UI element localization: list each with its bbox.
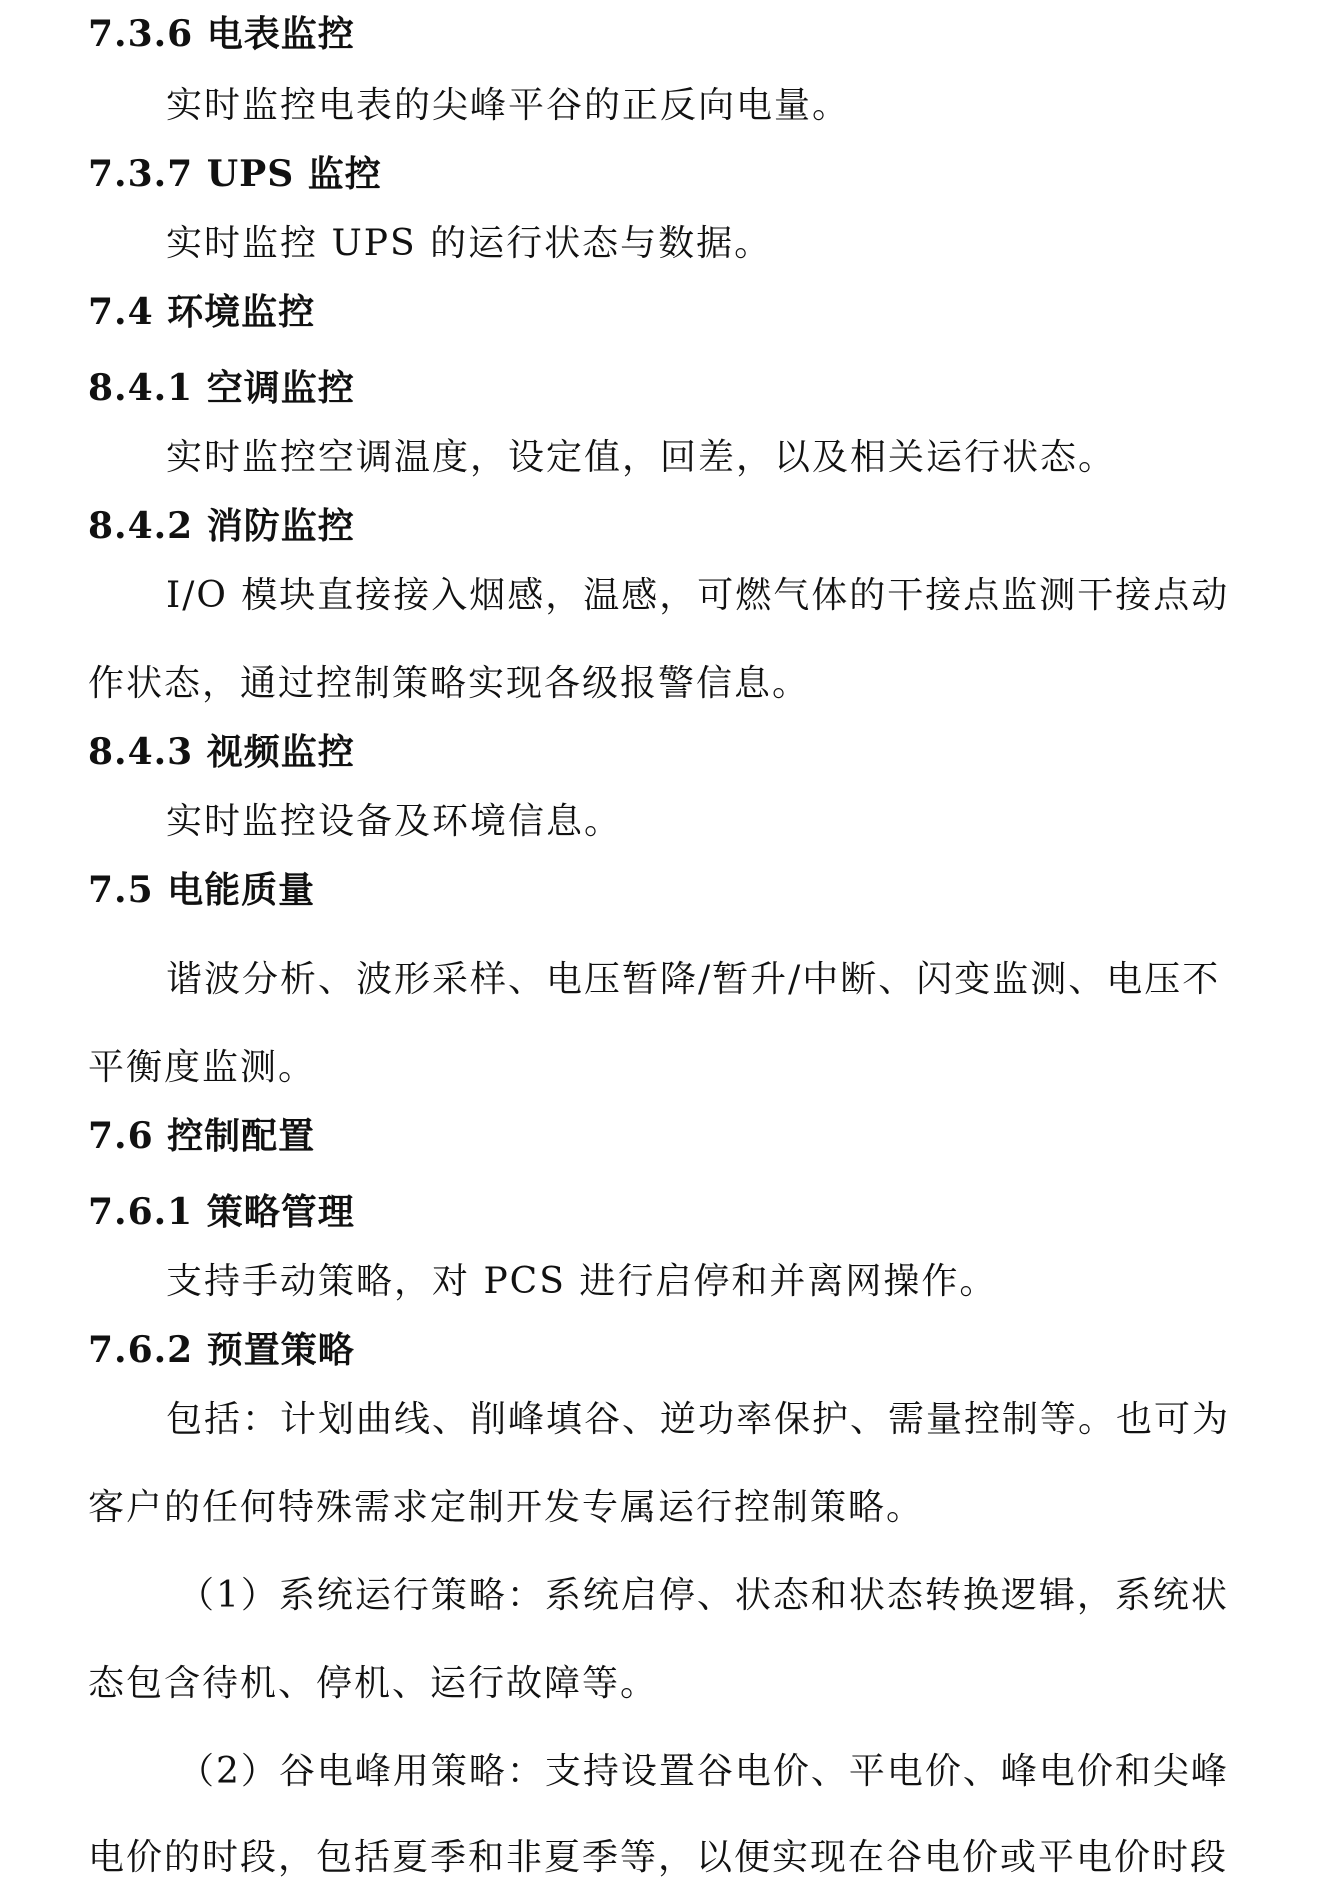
paragraph-7-3-6: 实时监控电表的尖峰平谷的正反向电量。 (166, 85, 851, 126)
heading-7-3-7: 7.3.7 UPS 监控 (88, 153, 382, 195)
paragraph-7-3-7: 实时监控 UPS 的运行状态与数据。 (166, 223, 773, 264)
heading-8-4-3: 8.4.3 视频监控 (88, 731, 355, 773)
heading-8-4-2: 8.4.2 消防监控 (88, 505, 355, 547)
heading-8-4-1: 8.4.1 空调监控 (88, 367, 355, 409)
list-item-1-line2: 态包含待机、停机、运行故障等。 (88, 1663, 659, 1704)
paragraph-8-4-3: 实时监控设备及环境信息。 (166, 801, 623, 842)
heading-7-4: 7.4 环境监控 (88, 291, 316, 333)
paragraph-8-4-2-line2: 作状态，通过控制策略实现各级报警信息。 (88, 663, 811, 704)
heading-7-6-2: 7.6.2 预置策略 (88, 1329, 355, 1371)
paragraph-8-4-2-line1: I/O 模块直接接入烟感，温感，可燃气体的干接点监测干接点动 (166, 575, 1230, 616)
paragraph-7-5-line1: 谐波分析、波形采样、电压暂降/暂升/中断、闪变监测、电压不 (166, 959, 1221, 1000)
list-item-2-line1: （2）谷电峰用策略：支持设置谷电价、平电价、峰电价和尖峰 (178, 1751, 1229, 1792)
paragraph-8-4-1: 实时监控空调温度，设定值，回差，以及相关运行状态。 (166, 437, 1117, 478)
heading-7-5: 7.5 电能质量 (88, 869, 316, 911)
paragraph-7-6-1: 支持手动策略，对 PCS 进行启停和并离网操作。 (166, 1261, 998, 1302)
list-item-2-line2: 电价的时段，包括夏季和非夏季等，以便实现在谷电价或平电价时段 (88, 1837, 1229, 1878)
heading-7-6-1: 7.6.1 策略管理 (88, 1191, 355, 1233)
paragraph-7-5-line2: 平衡度监测。 (88, 1047, 317, 1088)
heading-7-6: 7.6 控制配置 (88, 1115, 316, 1157)
paragraph-7-6-2-line1: 包括：计划曲线、削峰填谷、逆功率保护、需量控制等。也可为 (166, 1399, 1231, 1440)
heading-7-3-6: 7.3.6 电表监控 (88, 13, 355, 55)
list-item-1-line1: （1）系统运行策略：系统启停、状态和状态转换逻辑，系统状 (178, 1575, 1229, 1616)
paragraph-7-6-2-line2: 客户的任何特殊需求定制开发专属运行控制策略。 (88, 1487, 925, 1528)
